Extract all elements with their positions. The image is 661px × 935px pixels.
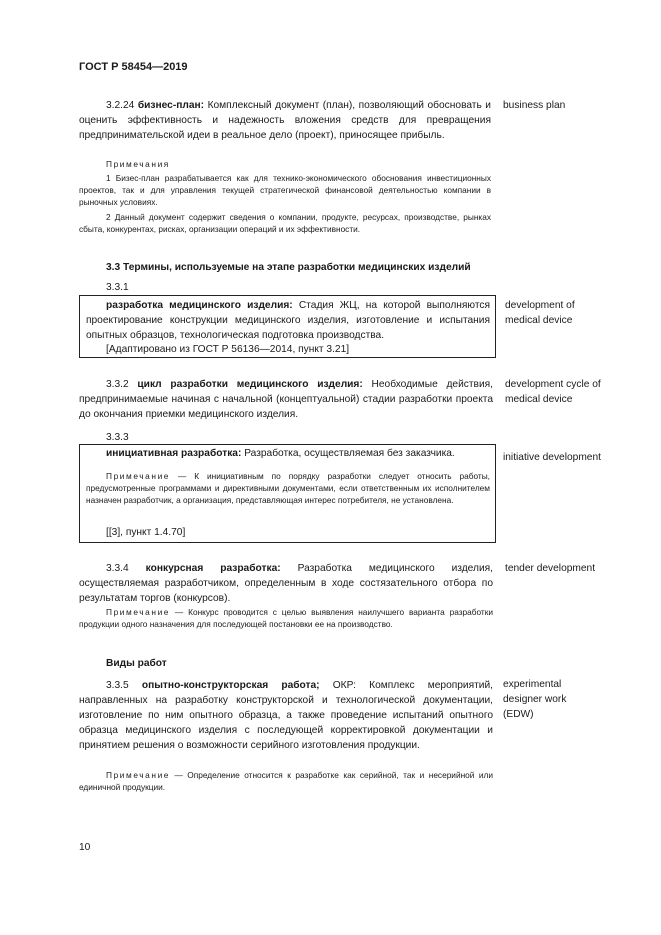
term-definition: Стадия ЖЦ, на которой выполняются проектирование конструкции медицинского изделия, изготовление и испытания опытных образцов, технологическая подготовка производства. [86,300,491,341]
term-title: инициативная разработка: [106,448,242,459]
note [79,769,493,793]
note-2: 2 Данный документ содержит сведения о компании, продукте, ресурсах, производстве, рынках сбыта, конкурентах, рисках, организации операций и их эффективности. [79,212,491,234]
term-number: 3.3.5 [106,680,129,691]
note [79,606,493,630]
english-term: development of medical device [505,300,575,326]
english-term: experimental designer work (EDW) [503,679,567,720]
note [86,470,490,506]
definition-3-3-1 [86,298,490,343]
definition-3-3-3 [86,446,490,461]
term-number: 3.3.3 [106,432,129,443]
definition-3-3-5 [79,678,493,753]
definition-3-2-24 [79,98,491,143]
english-term: business plan [503,100,566,111]
box-left-border [79,295,80,357]
term-number: 3.2.24 [106,100,135,111]
term-number: 3.3.1 [106,282,129,293]
definition-3-3-2 [79,377,493,422]
term-source: [Адаптировано из ГОСТ Р 56136—2014, пункт 3.21] [106,344,350,355]
term-title: разработка медицинского изделия: [106,300,293,311]
note-label: Примечание [106,607,171,617]
term-title: цикл разработки медицинского изделия: [137,379,363,390]
term-source: [[3], пункт 1.4.70] [106,527,186,538]
term-definition: Разработка, осуществляемая без заказчика. [241,448,455,459]
term-definition: Разработка медицинского изделия, осуществляемая разработчиком, определенным в ходе состязательного отбора по результатам торгов (конкурсов). [79,563,493,604]
english-term: tender development [505,563,596,574]
box-right-border [495,444,496,542]
english-term: initiative development [503,452,601,463]
box-left-border [79,444,80,542]
subheading: Виды работ [106,658,167,669]
note-label: Примечание [106,471,171,481]
box-right-border [495,295,496,357]
english-term: development cycle of medical device [505,379,601,405]
term-definition: Комплексный документ (план), позволяющий обосновать и оценить эффективность и надежность вложения средств для превращения предпринимательской идеи в реальное дело (проект), приносящее прибыль. [79,100,491,141]
term-number: 3.3.2 [106,379,129,390]
page-number: 10 [79,842,91,853]
box-top-border [79,295,496,296]
definition-3-3-4 [79,561,493,606]
note-text: — К инициативным по порядку разработки следует относить работы, предусмотренные программами и директивными документами, если ответственным их исполнителем назначен разработчик, а организация, представляющая интерес потребителя, не установлена. [86,471,490,505]
box-bottom-border [79,357,496,358]
note-label: Примечание [106,770,171,780]
standard-header: ГОСТ Р 58454—2019 [79,61,188,73]
section-heading: 3.3 Термины, используемые на этапе разработки медицинских изделий [106,262,471,273]
note-1: 1 Бизес-план разрабатывается как для технико-экономического обоснования инвестиционных проектов, так и для управления текущей стратегической финансовой деятельностью компании в рыночных условиях. [79,173,491,207]
notes-heading: Примечания [106,159,170,169]
term-definition: Необходимые действия, предпринимаемые начиная с начальной (концептуальной) стадии разработки проекта до окончания приемки медицинского изделия. [79,379,493,420]
term-number: 3.3.4 [106,563,129,574]
term-title: бизнес-план: [137,100,205,111]
note-text: — Конкурс проводится с целью выявления наилучшего варианта разработки продукции одного назначения для последующей постановки ее на производство. [79,607,493,629]
term-title: опытно-конструкторская работа; [141,680,320,691]
term-definition: ОКР: Комплекс мероприятий, направленных на разработку конструкторской и технологической документации, изготовление по ним опытного образца, а также проведение испытаний опытного образца медицинского изделия с последующей корректировкой документации и принятием решения о возможности серийного изготовления продукции. [79,680,493,751]
box-top-border [79,444,496,445]
box-bottom-border [79,542,496,543]
term-title: конкурсная разработка: [145,563,281,574]
note-text: — Определение относится к разработке как серийной, так и несерийной или единичной продукции. [79,770,493,792]
